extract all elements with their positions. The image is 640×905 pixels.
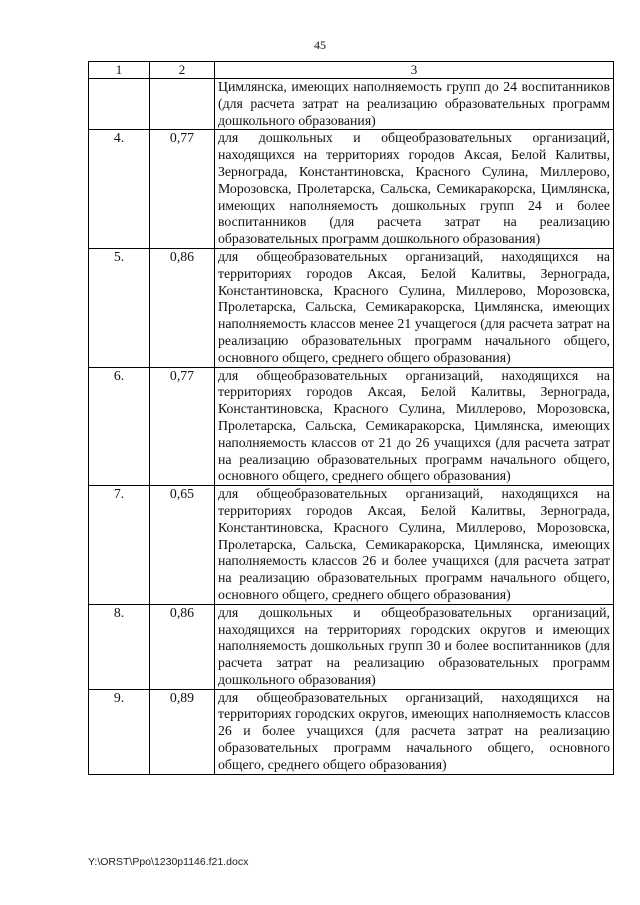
- table-row: [89, 689, 614, 774]
- row-number: 4.: [89, 130, 150, 249]
- row-description: для общеобразовательных организаций, находящихся на территориях городов Аксая, Белой Калитвы, Зернограда, Константиновска, Красного Сулина, Миллерово, Морозовска, Пролетарска, Сальска, Семикаракорска, Цимлянска, имеющих наполняемость классов менее 21 учащегося (для расчета затрат на реализацию образовательных программ начального общего, основного общего, среднего общего образования): [215, 248, 614, 367]
- column-header-2: 2: [150, 62, 215, 79]
- table-row: [89, 367, 614, 486]
- row-description: для общеобразовательных организаций, находящихся на территориях городов Аксая, Белой Калитвы, Зернограда, Константиновска, Красного Сулина, Миллерово, Морозовска, Пролетарска, Сальска, Семикаракорска, Цимлянска, имеющих наполняемость классов 26 и более учащихся (для расчета затрат на реализацию образовательных программ начального общего, основного общего, среднего общего образования): [215, 486, 614, 605]
- table-row: [89, 79, 614, 130]
- table-header-row: [89, 62, 614, 79]
- column-header-1: 1: [89, 62, 150, 79]
- row-description: для дошкольных и общеобразовательных организаций, находящихся на территориях городов Аксая, Белой Калитвы, Зернограда, Константиновска, Красного Сулина, Миллерово, Морозовска, Пролетарска, Сальска, Семикаракорска, Цимлянска, имеющих наполняемость дошкольных групп 24 и более воспитанников (для расчета затрат на реализацию образовательных программ дошкольного образования): [215, 130, 614, 249]
- row-description: для дошкольных и общеобразовательных организаций, находящихся на территориях городских округов и имеющих наполняемость дошкольных групп 30 и более воспитанников (для расчета затрат на реализацию образовательных программ дошкольного образования): [215, 604, 614, 689]
- file-path-footer: Y:\ORST\Ppo\1230p1146.f21.docx: [88, 856, 249, 868]
- coefficients-table: [88, 61, 614, 775]
- table-row: [89, 604, 614, 689]
- row-description: для общеобразовательных организаций, находящихся на территориях городских округов, имеющих наполняемость классов 26 и более учащихся (для расчета затрат на реализацию образовательных программ начального общего, основного общего, среднего общего образования): [215, 689, 614, 774]
- row-coefficient: 0,77: [150, 367, 215, 486]
- table-row: [89, 248, 614, 367]
- row-number: [89, 79, 150, 130]
- row-coefficient: 0,86: [150, 604, 215, 689]
- row-coefficient: 0,89: [150, 689, 215, 774]
- table-row: [89, 486, 614, 605]
- row-coefficient: 0,65: [150, 486, 215, 605]
- row-number: 6.: [89, 367, 150, 486]
- row-coefficient: 0,86: [150, 248, 215, 367]
- table-row: [89, 130, 614, 249]
- row-coefficient: [150, 79, 215, 130]
- page-number: 45: [314, 38, 326, 52]
- column-header-3: 3: [215, 62, 614, 79]
- row-number: 5.: [89, 248, 150, 367]
- row-number: 7.: [89, 486, 150, 605]
- row-coefficient: 0,77: [150, 130, 215, 249]
- row-description: для общеобразовательных организаций, находящихся на территориях городов Аксая, Белой Калитвы, Зернограда, Константиновска, Красного Сулина, Миллерово, Морозовска, Пролетарска, Сальска, Семикаракорска, Цимлянска, имеющих наполняемость классов от 21 до 26 учащихся (для расчета затрат на реализацию образовательных программ начального общего, основного общего, среднего общего образования): [215, 367, 614, 486]
- row-number: 8.: [89, 604, 150, 689]
- row-number: 9.: [89, 689, 150, 774]
- row-description: Цимлянска, имеющих наполняемость групп до 24 воспитанников (для расчета затрат на реализацию образовательных программ дошкольного образования): [215, 79, 614, 130]
